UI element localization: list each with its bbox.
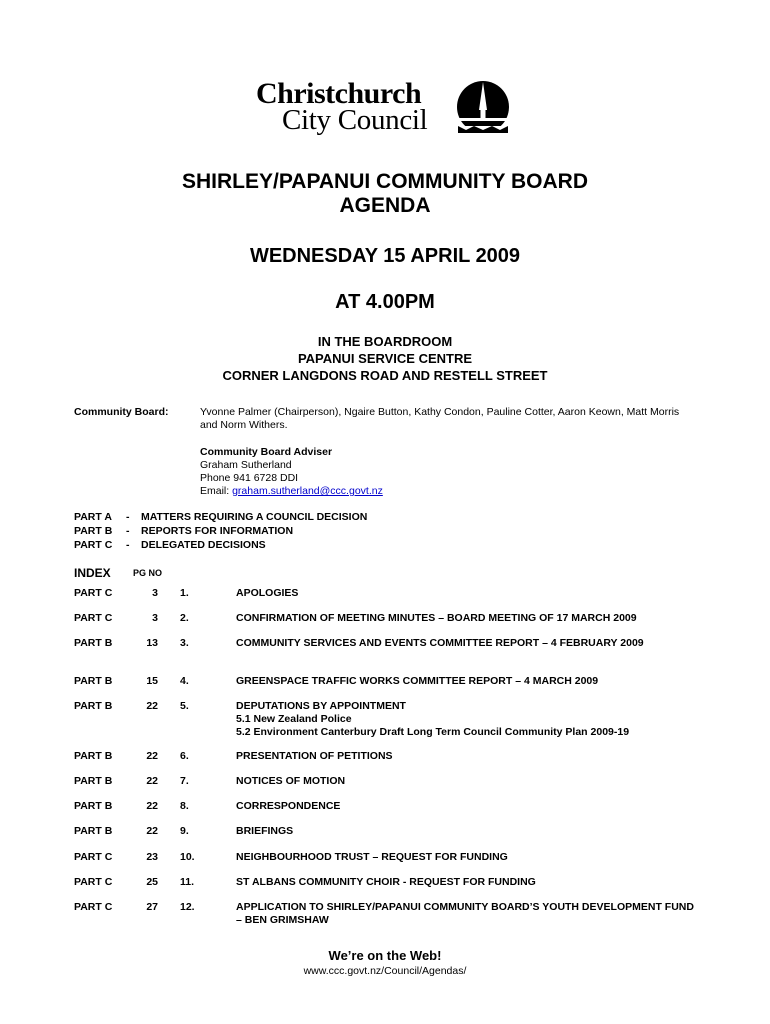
agenda-item-number: 12. [180,901,195,913]
agenda-item-number: 10. [180,851,195,863]
agenda-item-number: 2. [180,612,189,624]
logo-text-line1: Christchurch [256,77,422,110]
agenda-item-title-block [236,825,696,838]
agenda-item-number: 4. [180,675,189,687]
part-description: MATTERS REQUIRING A COUNCIL DECISION [141,511,368,523]
agenda-item-title: CONFIRMATION OF MEETING MINUTES – BOARD MEETING OF 17 MARCH 2009 [236,612,637,624]
part-legend-row [74,525,367,539]
agenda-item-page: 13 [146,637,158,649]
agenda-item-part: PART C [74,851,113,863]
part-description: REPORTS FOR INFORMATION [141,525,294,537]
email-link[interactable]: graham.sutherland@ccc.govt.nz [232,485,383,497]
agenda-item-title-block [236,851,696,864]
adviser-block [200,446,383,498]
agenda-item-number: 1. [180,587,189,599]
agenda-item-number: 8. [180,800,189,812]
agenda-item-part: PART C [74,901,113,913]
agenda-item-number: 7. [180,775,189,787]
venue-line3: CORNER LANGDONS ROAD AND RESTELL STREET [222,368,548,383]
agenda-item-title: BRIEFINGS [236,825,294,837]
agenda-item-page: 25 [146,876,158,888]
parts-legend [74,511,367,553]
agenda-item-page: 27 [146,901,158,913]
community-board-members: Yvonne Palmer (Chairperson), Ngaire Button, Kathy Condon, Pauline Cotter, Aaron Keown, Matt Morris and Norm Withers. [200,406,680,431]
agenda-item-title: APOLOGIES [236,587,299,599]
agenda-item-title-block [236,901,696,927]
email-label: Email: [200,485,233,497]
agenda-item-title: ST ALBANS COMMUNITY CHOIR - REQUEST FOR FUNDING [236,876,536,888]
agenda-item-title-block [236,750,696,763]
part-code: PART C [74,539,113,551]
venue-line2: PAPANUI SERVICE CENTRE [297,351,473,366]
part-dash: - [126,539,130,551]
agenda-item-title-block [236,612,696,625]
agenda-item-page: 15 [146,675,158,687]
footer-web-notice: We’re on the Web! [328,948,442,963]
agenda-item-page: 3 [152,587,158,599]
agenda-item-part: PART B [74,775,113,787]
agenda-item-title-block [236,700,696,739]
agenda-item-page: 22 [146,750,158,762]
agenda-item-title-block [236,775,696,788]
part-legend-row [74,511,367,525]
agenda-item-title: NOTICES OF MOTION [236,775,346,787]
cathedral-spire-emblem-icon [452,80,514,136]
adviser-name: Graham Sutherland [200,459,292,471]
agenda-item-part: PART C [74,612,113,624]
part-dash: - [126,511,130,523]
index-heading: INDEX [74,566,111,580]
agenda-item-title-block [236,637,696,650]
agenda-item-title: NEIGHBOURHOOD TRUST – REQUEST FOR FUNDING [236,851,508,863]
agenda-item-part: PART B [74,750,113,762]
council-logo [256,78,518,138]
part-code: PART A [74,511,112,523]
adviser-heading: Community Board Adviser [200,446,333,458]
agenda-item-number: 3. [180,637,189,649]
meeting-time: AT 4.00PM [335,291,435,313]
agenda-item-title: COMMUNITY SERVICES AND EVENTS COMMITTEE REPORT – 4 FEBRUARY 2009 [236,637,644,649]
agenda-item-title-block [236,675,696,688]
agenda-item-part: PART B [74,700,113,712]
agenda-item-page: 22 [146,800,158,812]
page-number-heading: PG NO [133,568,163,578]
agenda-item-part: PART B [74,637,113,649]
agenda-item-title-block [236,876,696,889]
agenda-item-page: 22 [146,825,158,837]
part-legend-row [74,539,367,553]
part-code: PART B [74,525,113,537]
agenda-item-number: 9. [180,825,189,837]
agenda-item-title: GREENSPACE TRAFFIC WORKS COMMITTEE REPORT – 4 MARCH 2009 [236,675,599,687]
agenda-item-number: 5. [180,700,189,712]
part-description: DELEGATED DECISIONS [141,539,266,551]
agenda-item-number: 11. [180,876,195,888]
agenda-item-page: 3 [152,612,158,624]
adviser-phone: Phone 941 6728 DDI [200,472,299,484]
venue-line1: IN THE BOARDROOM [317,334,453,349]
agenda-subitem: 5.2 Environment Canterbury Draft Long Term Council Community Plan 2009-19 [236,726,630,738]
agenda-item-page: 22 [146,775,158,787]
footer-url[interactable]: www.ccc.govt.nz/Council/Agendas/ [303,965,467,977]
community-board-label: Community Board: [74,406,169,418]
agenda-item-page: 23 [146,851,158,863]
logo-text-line2: City Council [282,104,428,136]
agenda-item-part: PART C [74,587,113,599]
agenda-title: AGENDA [339,194,431,217]
agenda-item-number: 6. [180,750,189,762]
adviser-email-row [200,485,383,498]
part-dash: - [126,525,130,537]
agenda-item-part: PART B [74,825,113,837]
agenda-item-title: APPLICATION TO SHIRLEY/PAPANUI COMMUNITY BOARD’S YOUTH DEVELOPMENT FUND – BEN GRIMSHAW [236,901,694,926]
agenda-item-title-block [236,800,696,813]
agenda-item-title: PRESENTATION OF PETITIONS [236,750,393,762]
agenda-item-title: DEPUTATIONS BY APPOINTMENT [236,700,406,712]
agenda-item-page: 22 [146,700,158,712]
meeting-date: WEDNESDAY 15 APRIL 2009 [249,245,521,267]
agenda-item-title: CORRESPONDENCE [236,800,341,812]
agenda-item-part: PART C [74,876,113,888]
agenda-subitem: 5.1 New Zealand Police [236,713,352,725]
agenda-item-title-block [236,587,696,600]
agenda-item-part: PART B [74,800,113,812]
agenda-item-part: PART B [74,675,113,687]
board-title: SHIRLEY/PAPANUI COMMUNITY BOARD [181,170,588,193]
